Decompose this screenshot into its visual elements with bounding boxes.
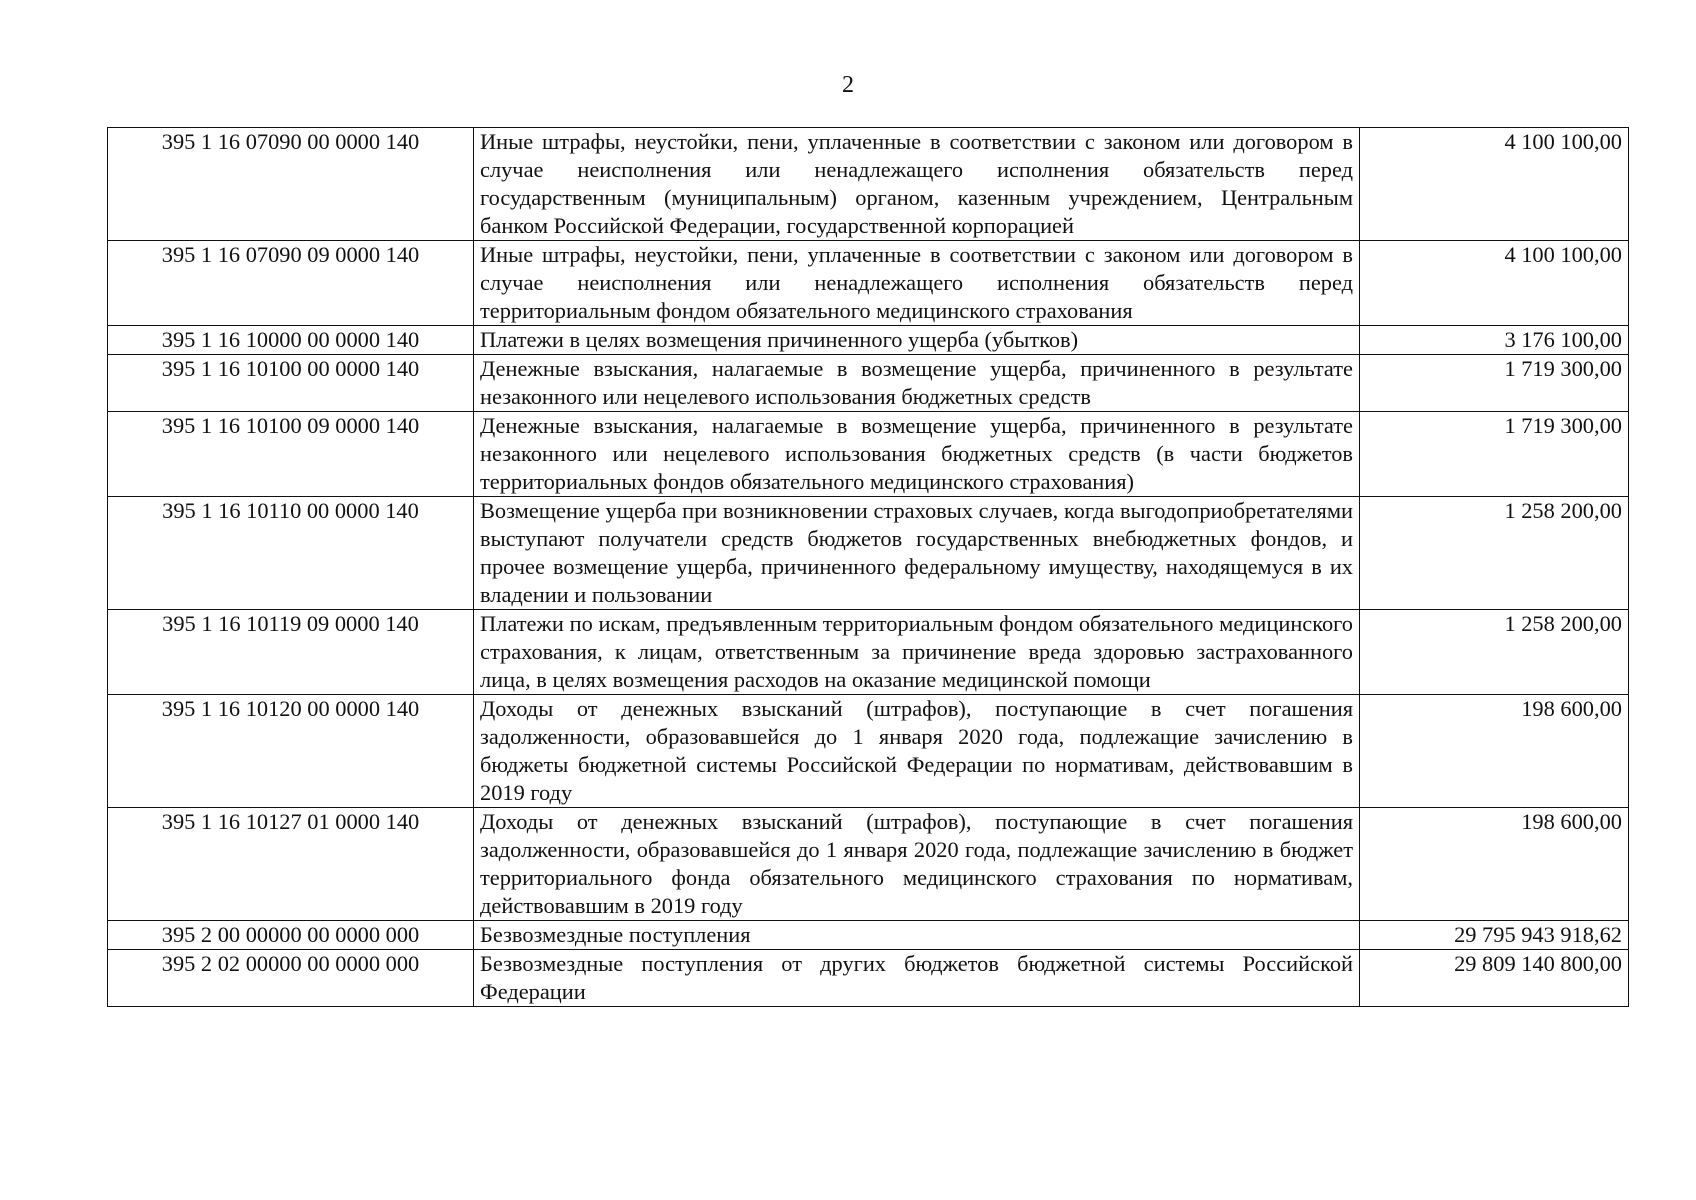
- table-row: [108, 610, 1629, 695]
- description-cell: Безвозмездные поступления: [474, 921, 1360, 950]
- table-row: [108, 326, 1629, 355]
- amount-cell: 1 719 300,00: [1360, 412, 1629, 497]
- table-row: [108, 128, 1629, 241]
- description-cell: Безвозмездные поступления от других бюджетов бюджетной системы Российской Федерации: [474, 950, 1360, 1007]
- amount-cell: 4 100 100,00: [1360, 241, 1629, 326]
- table-row: [108, 695, 1629, 808]
- amount-cell: 29 809 140 800,00: [1360, 950, 1629, 1007]
- table-row: [108, 497, 1629, 610]
- description-cell: Иные штрафы, неустойки, пени, уплаченные в соответствии с законом или договором в случае неисполнения или ненадлежащего исполнения обязательств перед территориальным фондом обязательного медицинского страхования: [474, 241, 1360, 326]
- description-cell: Иные штрафы, неустойки, пени, уплаченные в соответствии с законом или договором в случае неисполнения или ненадлежащего исполнения обязательств перед государственным (муниципальным) органом, казенным учреждением, Центральным банком Российской Федерации, государственной корпорацией: [474, 128, 1360, 241]
- amount-cell: 1 258 200,00: [1360, 497, 1629, 610]
- amount-cell: 198 600,00: [1360, 695, 1629, 808]
- budget-code-cell: 395 1 16 10120 00 0000 140: [108, 695, 474, 808]
- budget-code-cell: 395 1 16 10100 00 0000 140: [108, 355, 474, 412]
- amount-cell: 4 100 100,00: [1360, 128, 1629, 241]
- description-cell: Платежи по искам, предъявленным территориальным фондом обязательного медицинского страхования, к лицам, ответственным за причинение вреда здоровью застрахованного лица, в целях возмещения расходов на оказание медицинской помощи: [474, 610, 1360, 695]
- description-cell: Доходы от денежных взысканий (штрафов), поступающие в счет погашения задолженности, образовавшейся до 1 января 2020 года, подлежащие зачислению в бюджет территориального фонда обязательного медицинского страхования по нормативам, действовавшим в 2019 году: [474, 808, 1360, 921]
- description-cell: Платежи в целях возмещения причиненного ущерба (убытков): [474, 326, 1360, 355]
- budget-code-cell: 395 1 16 10100 09 0000 140: [108, 412, 474, 497]
- description-cell: Денежные взыскания, налагаемые в возмещение ущерба, причиненного в результате незаконного или нецелевого использования бюджетных средств (в части бюджетов территориальных фондов обязательного медицинского страхования): [474, 412, 1360, 497]
- budget-code-cell: 395 1 16 10110 00 0000 140: [108, 497, 474, 610]
- amount-cell: 29 795 943 918,62: [1360, 921, 1629, 950]
- amount-cell: 1 258 200,00: [1360, 610, 1629, 695]
- table-row: [108, 808, 1629, 921]
- amount-cell: 3 176 100,00: [1360, 326, 1629, 355]
- budget-code-cell: 395 1 16 10127 01 0000 140: [108, 808, 474, 921]
- table-row: [108, 921, 1629, 950]
- description-cell: Денежные взыскания, налагаемые в возмещение ущерба, причиненного в результате незаконного или нецелевого использования бюджетных средств: [474, 355, 1360, 412]
- amount-cell: 198 600,00: [1360, 808, 1629, 921]
- budget-code-cell: 395 2 02 00000 00 0000 000: [108, 950, 474, 1007]
- budget-code-cell: 395 1 16 10000 00 0000 140: [108, 326, 474, 355]
- budget-code-cell: 395 1 16 07090 09 0000 140: [108, 241, 474, 326]
- table-row: [108, 412, 1629, 497]
- description-cell: Доходы от денежных взысканий (штрафов), поступающие в счет погашения задолженности, образовавшейся до 1 января 2020 года, подлежащие зачислению в бюджеты бюджетной системы Российской Федерации по нормативам, действовавшим в 2019 году: [474, 695, 1360, 808]
- description-cell: Возмещение ущерба при возникновении страховых случаев, когда выгодоприобретателями выступают получатели средств бюджетов государственных внебюджетных фондов, и прочее возмещение ущерба, причиненного федеральному имуществу, находящемуся в их владении и пользовании: [474, 497, 1360, 610]
- budget-code-cell: 395 1 16 07090 00 0000 140: [108, 128, 474, 241]
- page-number: 2: [842, 72, 854, 98]
- budget-code-cell: 395 2 00 00000 00 0000 000: [108, 921, 474, 950]
- table-row: [108, 241, 1629, 326]
- budget-code-cell: 395 1 16 10119 09 0000 140: [108, 610, 474, 695]
- table-row: [108, 355, 1629, 412]
- amount-cell: 1 719 300,00: [1360, 355, 1629, 412]
- table-row: [108, 950, 1629, 1007]
- revenue-table: [107, 127, 1629, 1007]
